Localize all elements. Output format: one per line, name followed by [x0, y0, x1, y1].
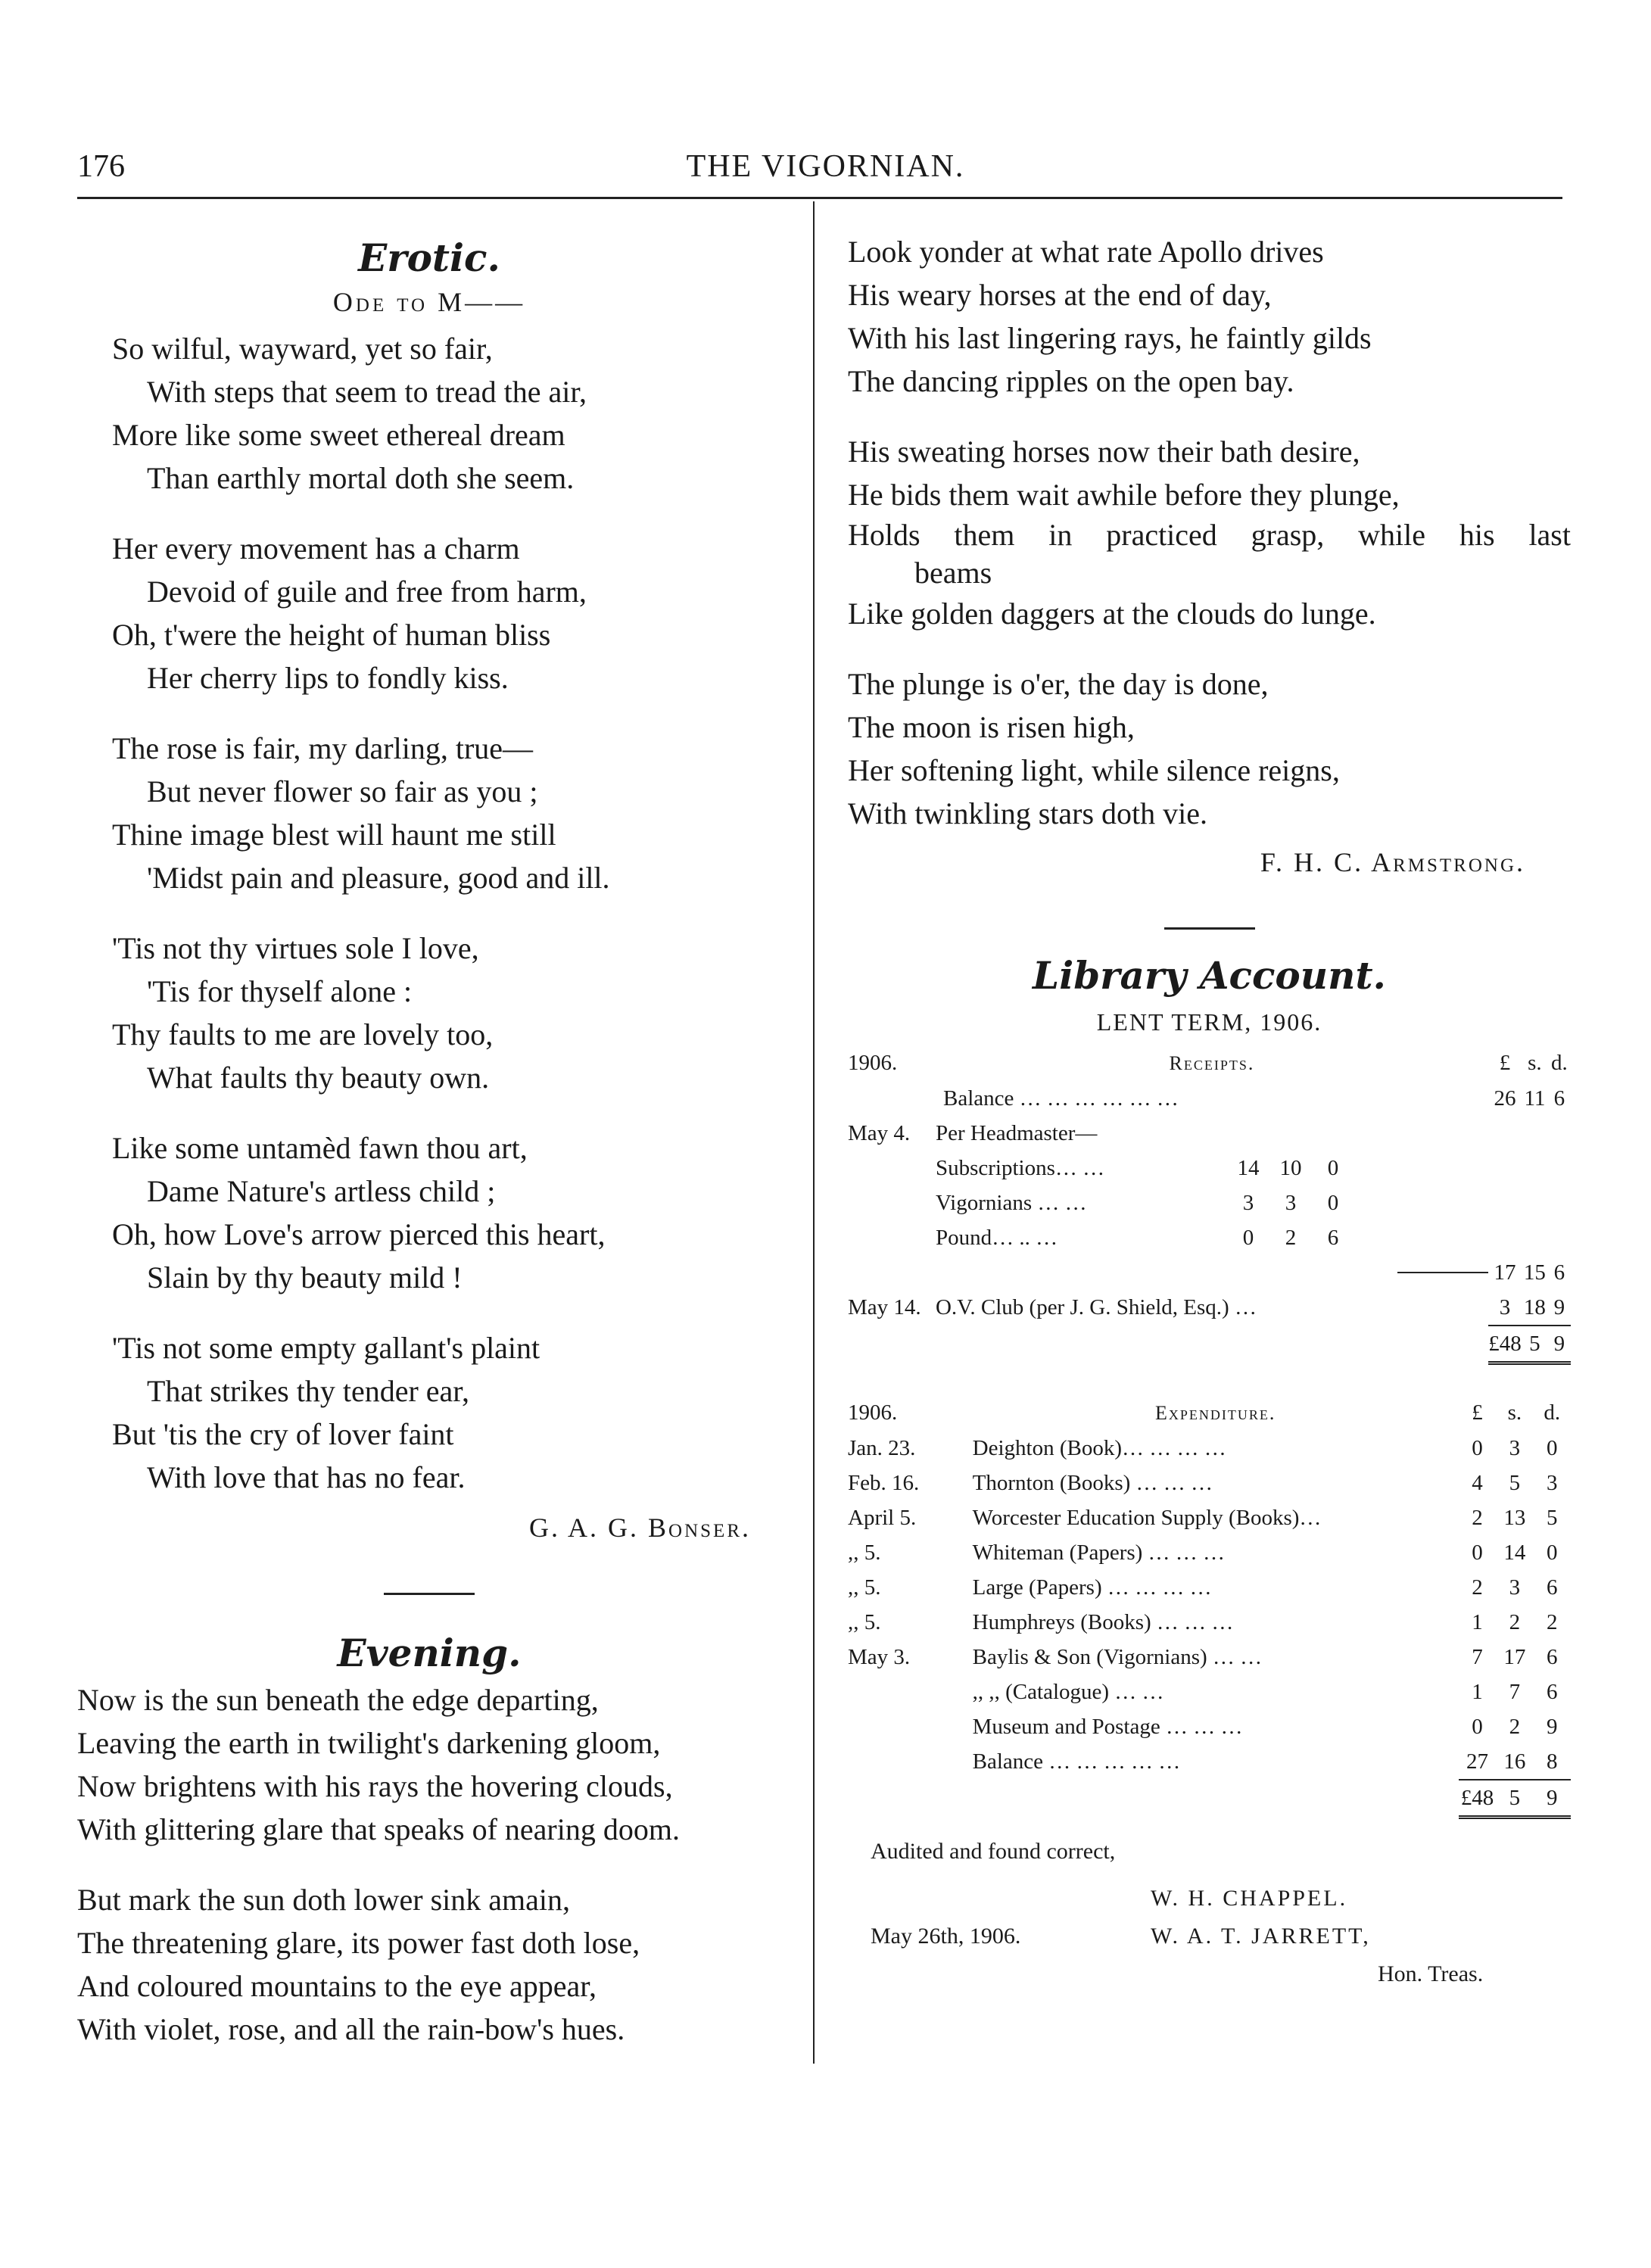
amount-pounds: 0	[1472, 1436, 1483, 1460]
poem-line: With steps that seem to tread the air,	[147, 375, 587, 409]
stanza	[112, 727, 781, 899]
row-label: Vigornians … …	[935, 1191, 1087, 1215]
amount-shillings: 3	[1509, 1575, 1521, 1600]
amount-shillings: 18	[1523, 1295, 1546, 1319]
table-row	[848, 1326, 1571, 1363]
row-date: May 4.	[848, 1121, 911, 1145]
total-shillings: 5	[1496, 1780, 1533, 1818]
right-column	[848, 203, 1571, 1993]
amount-pence: 0	[1547, 1436, 1558, 1460]
row-label: Balance … … … … …	[972, 1749, 1181, 1774]
poem-line: So wilful, wayward, yet so fair,	[112, 332, 493, 366]
year-cell: 1906.	[848, 1051, 898, 1075]
amount-pence: 6	[1553, 1086, 1565, 1111]
amount-pounds: 2	[1472, 1575, 1483, 1600]
poem-line: The plunge is o'er, the day is done,	[848, 667, 1269, 701]
audit-statement: Audited and found correct,	[871, 1839, 1116, 1864]
poem-line: Thine image blest will haunt me still	[112, 818, 556, 852]
total-pounds: £48	[1488, 1326, 1522, 1363]
row-label: Humphreys (Books) … … …	[972, 1610, 1234, 1634]
row-label: Large (Papers) … … … …	[972, 1575, 1212, 1600]
row-date: May 14.	[848, 1295, 921, 1319]
stanza	[112, 327, 781, 500]
amount-pence: 6	[1327, 1226, 1339, 1250]
amount-shillings: 17	[1503, 1645, 1526, 1669]
table-row	[848, 1220, 1571, 1255]
poem-line: The rose is fair, my darling, true—	[112, 731, 534, 765]
poem-line: Than earthly mortal doth she seem.	[147, 461, 575, 495]
header-rule	[77, 197, 1562, 199]
row-date: Jan. 23.	[848, 1436, 916, 1460]
shilling-heading: s.	[1507, 1400, 1522, 1425]
poem-line: With twinkling stars doth vie.	[848, 796, 1208, 830]
amount-pounds: 3	[1242, 1191, 1254, 1215]
section-divider	[1164, 927, 1255, 930]
total-shillings: 5	[1522, 1326, 1548, 1363]
amount-pounds: 0	[1472, 1715, 1483, 1739]
amount-shillings: 3	[1509, 1436, 1521, 1460]
amount-pounds: 27	[1466, 1749, 1488, 1774]
row-date	[848, 1709, 973, 1744]
row-label: Museum and Postage … … …	[972, 1715, 1243, 1739]
amount-shillings: 15	[1523, 1260, 1546, 1285]
amount-shillings: 16	[1503, 1749, 1526, 1774]
table-row	[848, 1081, 1571, 1116]
amount-pence: 6	[1553, 1260, 1565, 1285]
pence-heading: d.	[1551, 1051, 1568, 1075]
row-date: April 5.	[848, 1506, 917, 1530]
receipts-account	[848, 1045, 1571, 1993]
amount-shillings: 5	[1509, 1471, 1521, 1495]
poem-line: 'Tis for thyself alone :	[147, 974, 413, 1008]
poem-line: The threatening glare, its power fast doth lose,	[77, 1926, 640, 1960]
amount-pence: 0	[1327, 1191, 1339, 1215]
treasurer-name: W. A. T. JARRETT,	[1151, 1924, 1371, 1949]
amount-pounds: 7	[1472, 1645, 1483, 1669]
table-row	[848, 1570, 1571, 1605]
row-label: Worcester Education Supply (Books)…	[972, 1506, 1322, 1530]
erotic-title: Erotic.	[358, 235, 500, 280]
poem-line: With love that has no fear.	[147, 1460, 466, 1494]
table-row	[848, 1744, 1571, 1780]
amount-pence: 2	[1547, 1610, 1558, 1634]
expenditure-table	[848, 1395, 1571, 1819]
poem-line: Her softening light, while silence reigns,	[848, 753, 1340, 787]
poem-line: Holds them in practiced grasp, while his last beams	[848, 518, 1571, 590]
poem-line: Look yonder at what rate Apollo drives	[848, 235, 1324, 269]
column-divider	[813, 201, 815, 2064]
poem-line: With violet, rose, and all the rain-bow's hues.	[77, 2012, 625, 2046]
expenditure-heading: Expenditure.	[1155, 1402, 1276, 1424]
table-row	[848, 1255, 1571, 1290]
poem-line: Oh, t'were the height of human bliss	[112, 618, 551, 652]
total-pounds: £48	[1459, 1780, 1496, 1818]
amount-pounds: 0	[1472, 1541, 1483, 1565]
page-number: 176	[77, 149, 125, 184]
poem-line: He bids them wait awhile before they plunge,	[848, 478, 1400, 512]
pound-heading: £	[1499, 1051, 1511, 1075]
poem-line: With his last lingering rays, he faintly gilds	[848, 321, 1372, 355]
stanza	[112, 927, 781, 1099]
poem-line: That strikes thy tender ear,	[147, 1374, 470, 1408]
poem-line: Like golden daggers at the clouds do lunge.	[848, 597, 1376, 631]
row-label: Subscriptions… …	[935, 1156, 1105, 1180]
poem-line: Dame Nature's artless child ;	[147, 1174, 496, 1208]
amount-pence: 6	[1547, 1575, 1558, 1600]
year-cell: 1906.	[848, 1400, 898, 1425]
amount-pounds: 1	[1472, 1610, 1483, 1634]
amount-pounds: 17	[1494, 1260, 1516, 1285]
poem-line: His weary horses at the end of day,	[848, 278, 1272, 312]
poem-line: Thy faults to me are lovely too,	[112, 1017, 494, 1051]
expenditure-rows	[848, 1431, 1571, 1780]
receipts-table	[848, 1045, 1571, 1365]
row-date: ,, 5.	[848, 1610, 881, 1634]
subtotal-rule	[1397, 1272, 1488, 1273]
poem-line: Leaving the earth in twilight's darkening gloom,	[77, 1726, 661, 1760]
amount-pounds: 1	[1472, 1680, 1483, 1704]
term-heading: LENT TERM, 1906.	[1096, 1008, 1322, 1036]
amount-pence: 6	[1547, 1645, 1558, 1669]
erotic-author: G. A. G. Bonser.	[529, 1513, 751, 1543]
poem-line: Devoid of guile and free from harm,	[147, 575, 587, 609]
poem-line: 'Tis not thy virtues sole I love,	[112, 931, 479, 965]
table-row	[848, 1185, 1571, 1220]
poem-line: Her cherry lips to fondly kiss.	[147, 661, 509, 695]
amount-pounds: 4	[1472, 1471, 1483, 1495]
pence-heading: d.	[1544, 1400, 1561, 1425]
poem-line: Now brightens with his rays the hovering clouds,	[77, 1769, 673, 1803]
row-date	[848, 1744, 973, 1780]
stanza	[77, 1678, 781, 1851]
evening-poem-continued	[848, 230, 1571, 835]
poem-line: But 'tis the cry of lover faint	[112, 1417, 454, 1451]
amount-shillings: 10	[1279, 1156, 1302, 1180]
evening-poem	[77, 1678, 781, 2051]
poem-line: Slain by thy beauty mild !	[147, 1260, 463, 1294]
amount-pence: 0	[1547, 1541, 1558, 1565]
poem-line: But never flower so fair as you ;	[147, 774, 538, 808]
row-date: ,, 5.	[848, 1575, 881, 1600]
amount-shillings: 2	[1285, 1226, 1297, 1250]
poem-line: And coloured mountains to the eye appear,	[77, 1969, 597, 2003]
poem-line: More like some sweet ethereal dream	[112, 418, 565, 452]
row-label: ,, ,, (Catalogue) … …	[972, 1680, 1164, 1704]
stanza	[112, 1126, 781, 1299]
table-row	[848, 1535, 1571, 1570]
amount-shillings: 11	[1524, 1086, 1546, 1111]
amount-shillings: 2	[1509, 1715, 1521, 1739]
poem-line: What faults thy beauty own.	[147, 1061, 490, 1095]
row-label: O.V. Club (per J. G. Shield, Esq.) …	[935, 1295, 1257, 1319]
running-title: THE VIGORNIAN.	[686, 149, 965, 184]
erotic-subtitle: Ode to M——	[332, 287, 526, 317]
amount-pence: 9	[1553, 1295, 1565, 1319]
amount-pence: 5	[1547, 1506, 1558, 1530]
table-row	[848, 1640, 1571, 1675]
table-row	[848, 1675, 1571, 1709]
stanza	[848, 662, 1571, 835]
amount-pounds: 2	[1472, 1506, 1483, 1530]
row-date: May 3.	[848, 1645, 911, 1669]
amount-pounds: 26	[1494, 1086, 1516, 1111]
row-label: Thornton (Books) … … …	[972, 1471, 1213, 1495]
row-label: Per Headmaster—	[935, 1121, 1098, 1145]
poem-line: Now is the sun beneath the edge departing,	[77, 1683, 599, 1717]
row-date	[848, 1675, 973, 1709]
total-pence: 9	[1548, 1326, 1571, 1363]
amount-shillings: 14	[1503, 1541, 1526, 1565]
table-row	[848, 1116, 1571, 1151]
amount-pence: 3	[1547, 1471, 1558, 1495]
table-row	[848, 1290, 1571, 1326]
poem-line: Oh, how Love's arrow pierced this heart,	[112, 1217, 606, 1251]
amount-pence: 0	[1327, 1156, 1339, 1180]
table-row	[848, 1045, 1571, 1081]
table-row	[848, 1431, 1571, 1466]
table-row	[848, 1395, 1571, 1431]
amount-shillings: 2	[1509, 1610, 1521, 1634]
row-label: Deighton (Book)… … … …	[972, 1436, 1226, 1460]
section-divider	[384, 1593, 475, 1595]
poem-line: 'Tis not some empty gallant's plaint	[112, 1331, 540, 1365]
poem-line: Her every movement has a charm	[112, 531, 520, 565]
poem-line: With glittering glare that speaks of nearing doom.	[77, 1812, 680, 1846]
table-row	[848, 1709, 1571, 1744]
poem-line: Like some untamèd fawn thou art,	[112, 1131, 528, 1165]
evening-author: F. H. C. Armstrong.	[1260, 847, 1525, 877]
treasurer-role: Hon. Treas.	[1378, 1961, 1484, 1986]
amount-pounds: 0	[1242, 1226, 1254, 1250]
table-row	[848, 1500, 1571, 1535]
amount-pounds: 14	[1237, 1156, 1260, 1180]
stanza	[848, 430, 1571, 635]
amount-pence: 6	[1547, 1680, 1558, 1704]
table-row	[848, 1605, 1571, 1640]
poem-line: The moon is risen high,	[848, 710, 1135, 744]
stanza	[848, 230, 1571, 403]
total-pence: 9	[1534, 1780, 1571, 1818]
amount-pence: 8	[1547, 1749, 1558, 1774]
amount-pence: 9	[1547, 1715, 1558, 1739]
table-row	[848, 1151, 1571, 1185]
poem-line: 'Midst pain and pleasure, good and ill.	[147, 861, 610, 895]
left-column	[77, 203, 781, 2078]
stanza	[77, 1878, 781, 2051]
row-label: Balance … … … … … …	[942, 1086, 1179, 1111]
stanza	[112, 527, 781, 699]
poem-line: The dancing ripples on the open bay.	[848, 364, 1294, 398]
row-label: Pound… .. …	[935, 1226, 1058, 1250]
row-label: Whiteman (Papers) … … …	[972, 1541, 1226, 1565]
auditor-name: W. H. CHAPPEL.	[1151, 1886, 1348, 1911]
amount-shillings: 13	[1503, 1506, 1526, 1530]
receipts-heading: Receipts.	[1169, 1052, 1255, 1074]
row-date: Feb. 16.	[848, 1471, 920, 1495]
evening-title: Evening.	[337, 1631, 522, 1675]
poem-line: But mark the sun doth lower sink amain,	[77, 1883, 571, 1917]
pound-heading: £	[1472, 1400, 1483, 1425]
stanza	[112, 1326, 781, 1499]
erotic-poem	[77, 327, 781, 1499]
table-row	[848, 1466, 1571, 1500]
amount-pounds: 3	[1499, 1295, 1511, 1319]
audit-date: May 26th, 1906.	[871, 1924, 1021, 1949]
row-date: ,, 5.	[848, 1541, 881, 1565]
poem-line: His sweating horses now their bath desire,	[848, 435, 1360, 469]
table-row	[848, 1780, 1571, 1818]
library-title: Library Account.	[1033, 953, 1386, 998]
row-label: Baylis & Son (Vigornians) … …	[972, 1645, 1263, 1669]
amount-shillings: 7	[1509, 1680, 1521, 1704]
shilling-heading: s.	[1528, 1051, 1542, 1075]
amount-shillings: 3	[1285, 1191, 1297, 1215]
